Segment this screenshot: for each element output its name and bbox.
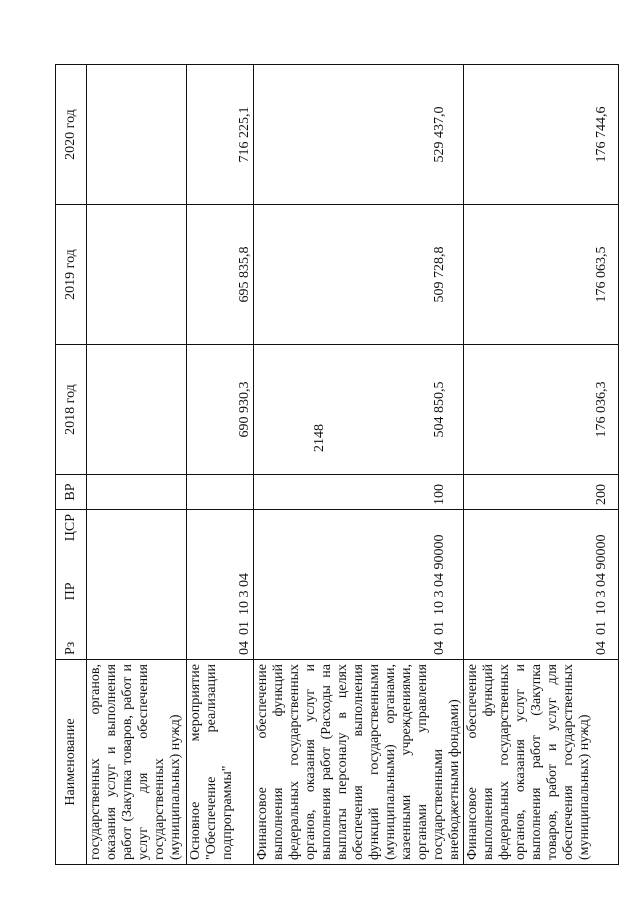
row-pr: 01: [432, 621, 447, 635]
row-2020: 176 744,6: [464, 65, 619, 205]
row-vr: [87, 475, 187, 510]
row-name: Основное мероприятие "Обеспечение реализации подпрограммы": [187, 660, 254, 865]
header-name: Наименование: [56, 660, 87, 865]
row-2020: 716 225,1: [187, 65, 254, 205]
row-rz: 04: [594, 641, 609, 655]
header-csr: ЦСР: [63, 514, 78, 542]
row-name: Финансовое обеспечение выполнения функций федеральных государственных органов, оказания услуг и выполнения работ (Расходы на выплаты персоналу в целях обеспечения выполнения функций государственными (муниципальными) органами, казенными учреждениями, органами управления государственными внебюджетными фондами): [254, 660, 464, 865]
row-2020: 529 437,0: [254, 65, 464, 205]
row-pr: 01: [237, 621, 252, 635]
row-vr: [187, 475, 254, 510]
header-row: [56, 65, 87, 865]
row-csr: 10 3 04 90000: [432, 534, 447, 615]
row-2019: 509 728,8: [254, 205, 464, 345]
row-2020: [87, 65, 187, 205]
header-pr: ПР: [63, 582, 78, 601]
header-2020: 2020 год: [56, 65, 87, 205]
row-name: Финансовое обеспечение выполнения функций федеральных государственных органов, оказания услуг и выполнения работ (Закупка товаров, работ и услуг для обеспечения государственных (муниципальных) нужд): [464, 660, 619, 865]
header-rz: Рз: [63, 641, 78, 655]
row-csr: 10 3 04: [237, 573, 252, 615]
table-row: [187, 65, 254, 865]
row-codes: [187, 510, 254, 660]
row-2018: 690 930,3: [187, 345, 254, 475]
table-row: [254, 65, 464, 865]
row-rz: 04: [237, 641, 252, 655]
row-2019: [87, 205, 187, 345]
header-2018: 2018 год: [56, 345, 87, 475]
row-2018: 176 036,3: [464, 345, 619, 475]
budget-table: [55, 64, 619, 865]
page-number: 2148: [312, 424, 327, 452]
header-vr: ВР: [56, 475, 87, 510]
row-csr: 10 3 04 90000: [594, 534, 609, 615]
row-2019: 695 835,8: [187, 205, 254, 345]
rotated-table-container: [55, 65, 609, 865]
budget-table-wrapper: [55, 65, 609, 865]
row-vr: 100: [254, 475, 464, 510]
row-2019: 176 063,5: [464, 205, 619, 345]
row-codes: [254, 510, 464, 660]
row-codes: [87, 510, 187, 660]
row-codes: [464, 510, 619, 660]
table-row: [87, 65, 187, 865]
row-rz: 04: [432, 641, 447, 655]
row-2018: 504 850,5: [254, 345, 464, 475]
row-pr: 01: [594, 621, 609, 635]
row-name: государственных органов, оказания услуг и выполнения работ (Закупка товаров, работ и услуг для обеспечения государственных (муниципальных) нужд): [87, 660, 187, 865]
header-2019: 2019 год: [56, 205, 87, 345]
row-vr: 200: [464, 475, 619, 510]
table-row: [464, 65, 619, 865]
header-codes: [56, 510, 87, 660]
row-2018: [87, 345, 187, 475]
